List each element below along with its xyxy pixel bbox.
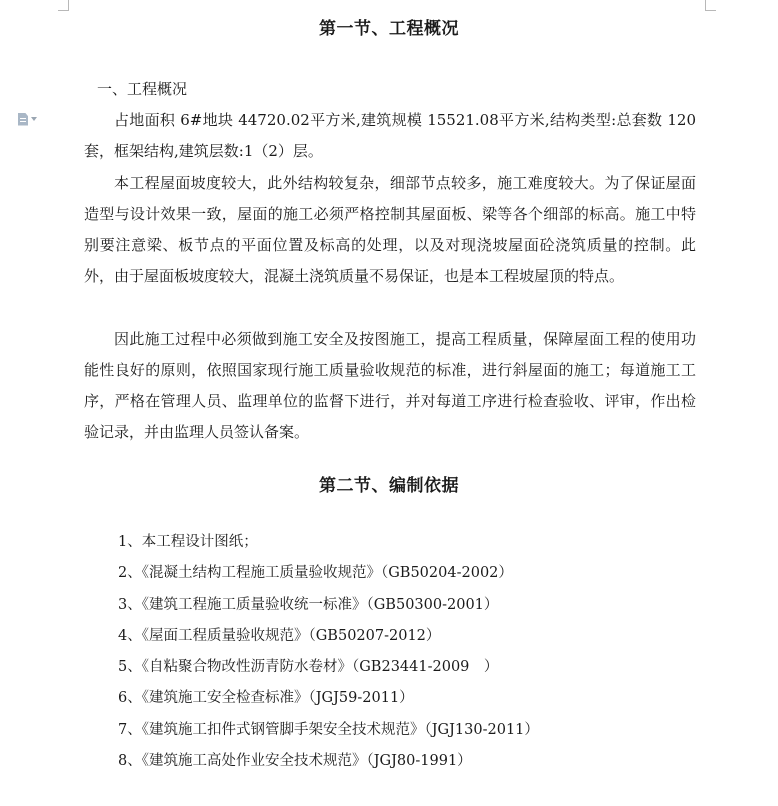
chevron-down-icon xyxy=(31,117,37,121)
list-item: 5、《自粘聚合物改性沥青防水卷材》（GB23441-2009 ） xyxy=(118,659,499,676)
list-item: 7、《建筑施工扣件式钢管脚手架安全技术规范》（JGJ130-2011） xyxy=(118,721,539,738)
list-item: 8、《建筑施工高处作业安全技术规范》（JGJ80-1991） xyxy=(118,753,472,770)
section-1-title: 第一节、工程概况 xyxy=(319,19,459,39)
page-corner-mark-right xyxy=(705,0,716,11)
document-sheet-icon xyxy=(18,113,28,126)
section-1-subtitle: 一、工程概况 xyxy=(97,80,188,98)
reference-list xyxy=(118,527,539,777)
list-item: 1、本工程设计图纸； xyxy=(118,534,258,550)
page-corner-mark-left xyxy=(58,0,69,11)
section-2-title: 第二节、编制依据 xyxy=(319,476,459,496)
paragraph-site-info: 占地面积 6#地块 44720.02平方米,建筑规模 15521.08平方米,结构类型:总套数 120 套，框架结构,建筑层数:1（2）层。 xyxy=(84,111,696,160)
paragraph-roof-difficulty: 本工程屋面坡度较大，此外结构较复杂，细部节点较多，施工难度较大。为了保证屋面造型与设计效果一致，屋面的施工必须严格控制其屋面板、梁等各个细部的标高。施工中特别要注意梁、板节点的平面位置及标高的处理，以及对现浇坡屋面砼浇筑质量的控制。此外，由于屋面板坡度较大，混凝土浇筑质量不易保证，也是本工程坡屋顶的特点。 xyxy=(84,174,696,285)
document-icon[interactable] xyxy=(18,111,46,127)
list-item: 6、《建筑施工安全检查标准》（JGJ59-2011） xyxy=(118,690,414,707)
list-item: 4、《屋面工程质量验收规范》（GB50207-2012） xyxy=(118,627,441,644)
list-item: 3、《建筑工程施工质量验收统一标准》（GB50300-2001） xyxy=(118,596,499,613)
list-item: 2、《混凝土结构工程施工质量验收规范》（GB50204-2002） xyxy=(118,565,513,582)
paragraph-construction-principles: 因此施工过程中必须做到施工安全及按图施工，提高工程质量，保障屋面工程的使用功能性良好的原则，依照国家现行施工质量验收规范的标准，进行斜屋面的施工；每道施工工序，严格在管理人员、监理单位的监督下进行，并对每道工序进行检查验收、评审，作出检验记录，并由监理人员签认备案。 xyxy=(84,330,696,441)
